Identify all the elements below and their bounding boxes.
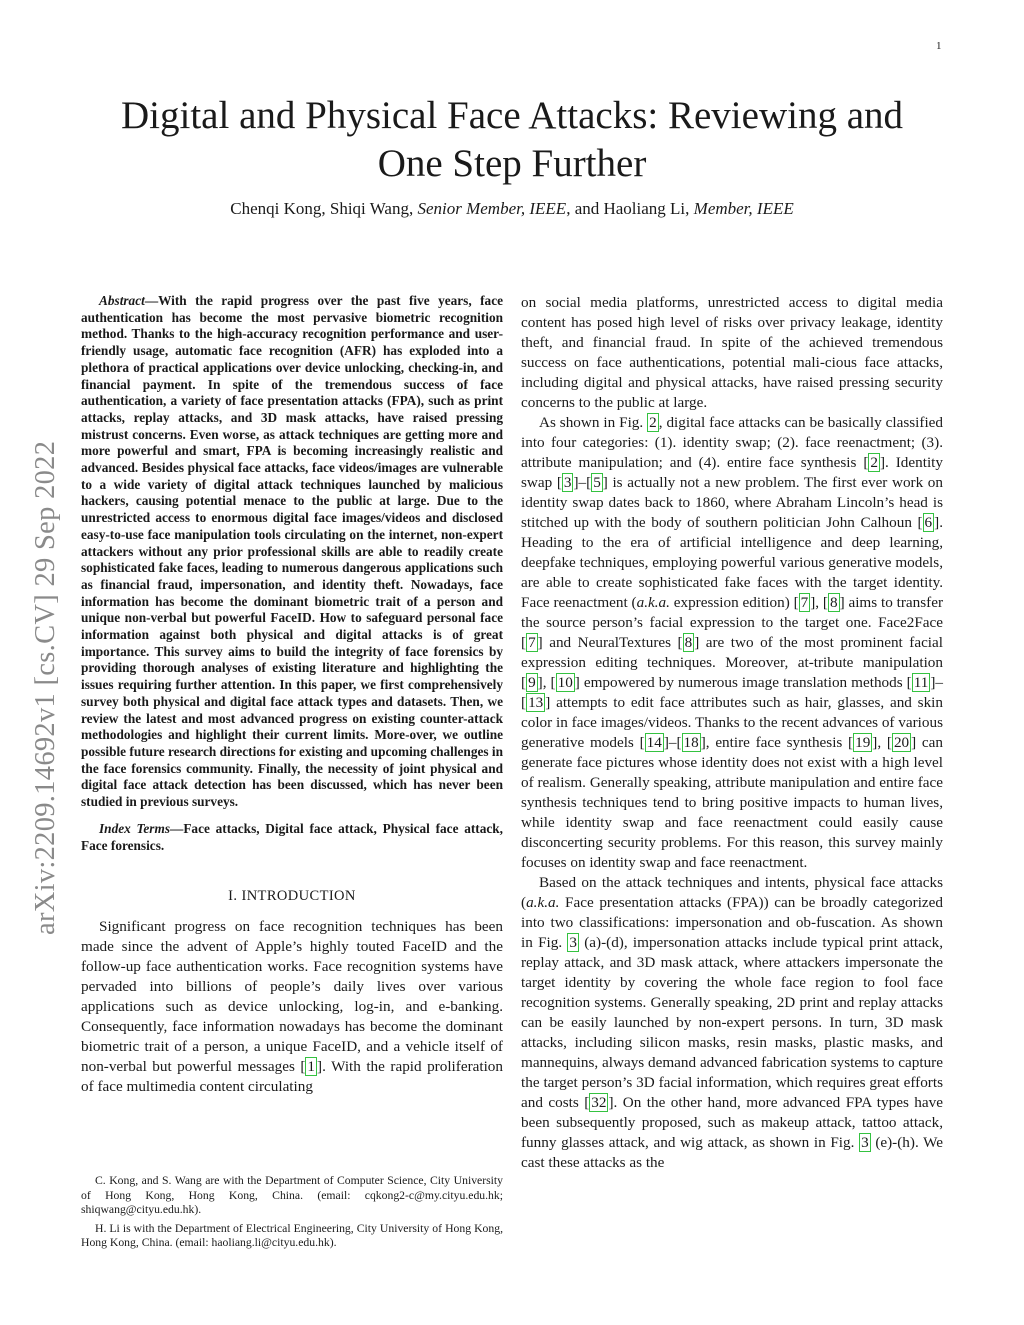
citation-link[interactable]: 32 (591, 1094, 607, 1111)
p3-text: (a)-(d), impersonation attacks include typical print attack, replay attack, and 3D mask attack, where attackers impersonate the target identity by covering the whole face region to fool face recognition systems. Generally speaking, 2D print and replay attacks can be easily launched by non-expert persons. In turn, 3D mask attacks, including silicon masks, resin masks, plastic masks, and mannequins, always demand advanced fabrication systems to capture the target person’s 3D facial information, which requires great efforts and costs [ (521, 934, 944, 1111)
abstract-text: —With the rapid progress over the past five years, face authentication has become the most pervasive biometric recognition method. Thanks to the high-accuracy recognition performance and user-friendly usage, automatic face recognition (AFR) has exploded into a plethora of practical applications over device unlocking, checking-in, and financial payment. In spite of the tremendous success of face authentication, a variety of face presentation attacks (FPA), such as print attacks, replay attacks, and 3D mask attacks, have raised pressing mistrust concerns. Even worse, as attack techniques are getting more and more powerful and smart, FPA is becoming increasingly realistic and advanced. Besides physical face attacks, face videos/images are vulnerable to a wide variety of digital attack techniques launched by malicious hackers, causing potential menace to the public at large. Due to the unrestricted access to enormous digital face images/videos and disclosed easy-to-use face manipulation tools circulating on the internet, non-expert attackers without any prior professional skills are able to readily create sophisticated fake faces, leading to numerous dangerous applications such as financial fraud, impersonation, and identity theft. Nowadays, face information has become the dominant biometric trait of a person and unique non-verbal but powerful FaceID. How to safeguard personal face information against both physical and digital attacks is of great importance. This survey aims to build the integrity of face forensics by providing thorough analyses of existing literature and highlighting the issues requiring further attention. In this paper, we first comprehensively survey both physical and digital face attack types and datasets. Then, we review the latest and most advanced progress on existing counter-attack methodologies and highlight their current limits. More-over, we outline possible future research directions for existing and upcoming challenges in the face forensics community. Finally, the necessity of joint physical and digital face attack detection has been discussed, which has never been studied in previous surveys. (81, 293, 503, 810)
footnote-2: H. Li is with the Department of Electrical Engineering, City University of Hong Kong, Hong Kong, China. (email: haoliang.li@cityu.edu.hk). (81, 1221, 503, 1250)
citation-link[interactable]: 20 (893, 734, 910, 751)
p2-text: ]–[ (663, 734, 682, 751)
citation-link[interactable]: 7 (528, 634, 536, 651)
p2-text: ], [ (810, 594, 828, 611)
aka-abbrev: a.k.a. (636, 594, 670, 611)
section-title-rest: NTRODUCTION (246, 888, 356, 905)
intro-text-2: ]. With the rapid proliferation of face multimedia content circulating (81, 1058, 503, 1096)
citation-link[interactable]: 14 (646, 734, 662, 751)
p2-text: ] and NeuralTextures [ (537, 634, 683, 651)
section-heading-introduction (81, 888, 503, 905)
author-role-2: Member, IEEE (693, 199, 794, 218)
citation-link[interactable]: 8 (830, 594, 838, 611)
citation-link[interactable]: 11 (913, 674, 929, 691)
citation-link[interactable]: 19 (855, 734, 871, 751)
p2-text: ]. Heading to the era of artificial intelligence and deep learning, deepfake techniques, employing powerful various generative models, are able to create sophisticated fake faces with the target identity. Face reenactment ( (521, 514, 943, 611)
aka-abbrev: a.k.a. (526, 894, 560, 911)
citation-link[interactable]: 2 (870, 454, 878, 471)
right-column (521, 293, 943, 1173)
section-first-letter: I (241, 888, 247, 905)
p3-text: ]. On the other hand, more advanced FPA types have been subsequently proposed, such as makeup attack, tattoo attack, funny glasses attack, and wig attack, as shown in Fig. (521, 1094, 943, 1151)
p2-text: ] empowered by numerous image translation methods [ (574, 674, 912, 691)
citation-link[interactable]: 7 (800, 594, 809, 611)
author-role-1: Senior Member, IEEE (417, 199, 567, 218)
citation-link[interactable]: 1 (307, 1058, 316, 1076)
p3-text: Based on the attack techniques and intents, physical face attacks ( (521, 874, 943, 911)
footnotes (81, 1174, 503, 1255)
paper-title (60, 92, 964, 188)
figure-link[interactable]: 3 (569, 934, 577, 951)
citation-link[interactable]: 10 (557, 674, 573, 691)
p2-text: ] are two of the most prominent facial expression editing techniques. Moreover, at-tribute manipulation [ (521, 634, 943, 691)
right-paragraph-3 (521, 873, 943, 1173)
p2-text: ]. Identity swap [ (521, 454, 943, 491)
p3-text: Face presentation attacks (FPA)) can be broadly categorized into two classifications: impersonation and ob-fuscation. As shown in Fig. (521, 894, 943, 951)
citation-link[interactable]: 6 (924, 514, 933, 531)
section-numeral: I. (228, 888, 242, 905)
figure-link[interactable]: 2 (649, 414, 657, 431)
left-column (81, 293, 503, 1097)
author-line (60, 199, 964, 219)
abstract (81, 293, 503, 811)
index-terms-text: —Face attacks, Digital face attack, Physical face attack, Face forensics. (81, 820, 504, 853)
p2-text: ]–[ (521, 674, 943, 711)
authors-part-2: , and Haoliang Li, (566, 199, 694, 218)
p2-text: ], [ (537, 674, 556, 691)
intro-paragraph (81, 917, 503, 1097)
p2-text: ] can generate face pictures whose identity does not exist with a high level of realism. Generally speaking, attribute manipulation and entire face synthesis techniques tend to bring positive impacts to human lives, while identity swap and face reenactment could easily cause disconcerting security problems. For this reason, this survey mainly focuses on identity swap and face reenactment. (521, 734, 943, 871)
right-paragraph-2 (521, 413, 943, 873)
p2-text: ] aims to transfer the source person’s facial expression to the target one. Face2Face [ (521, 594, 944, 651)
citation-link[interactable]: 18 (683, 734, 699, 751)
p2-text: ] is actually not a new problem. The first ever work on identity swap dates back to 1860, where Abraham Lincoln’s head is stitched up with the body of southern politician John Calhoun [ (521, 474, 943, 531)
p2-text: ], [ (872, 734, 892, 751)
citation-link[interactable]: 13 (528, 694, 544, 711)
intro-text-1: Significant progress on face recognition techniques has been made since the advent of Apple’s highly touted FaceID and the follow-up face authentication works. Face recognition systems have pervaded into billions of people’s daily lives over various applications such as device unlocking, log-in, and e-banking. Consequently, face information nowadays has become the dominant biometric trait of a person, a unique FaceID, and a vehicle itself of non-verbal but powerful messages [ (81, 918, 503, 1076)
p3-text: (e)-(h). We cast these attacks as the (521, 1134, 943, 1171)
citation-link[interactable]: 5 (593, 474, 601, 491)
citation-link[interactable]: 9 (528, 674, 536, 691)
title-line-1: Digital and Physical Face Attacks: Reviewing and (121, 94, 903, 137)
title-line-2: One Step Further (377, 142, 647, 185)
p2-text: ] attempts to edit face attributes such as hair, glasses, and skin color in face images/videos. Thanks to the recent advances of various generative models [ (521, 694, 943, 751)
p2-text: , digital face attacks can be basically classified into four categories: (1). identity swap; (2). face reenactment; (3). attribute manipulation; and (4). entire face synthesis [ (521, 414, 943, 471)
index-terms (81, 821, 503, 854)
p2-text: As shown in Fig. (539, 414, 648, 431)
citation-link[interactable]: 8 (684, 634, 693, 651)
figure-link[interactable]: 3 (861, 1134, 869, 1151)
authors-part-1: Chenqi Kong, Shiqi Wang, (230, 199, 418, 218)
citation-link[interactable]: 3 (563, 474, 572, 491)
p2-text: expression edition) [ (669, 594, 799, 611)
page-number: 1 (936, 40, 942, 52)
abstract-label: Abstract (99, 293, 145, 308)
footnote-1: C. Kong, and S. Wang are with the Department of Computer Science, City University of Hong Kong, Hong Kong, China. (email: cqkong2-c@my.cityu.edu.hk; shiqwang@cityu.edu.hk). (81, 1174, 503, 1217)
p2-text: ], entire face synthesis [ (700, 734, 854, 751)
right-paragraph-1: on social media platforms, unrestricted access to digital media content has posed high level of risks over privacy leakage, identity theft, and financial fraud. In spite of the achieved tremendous success on face authentications, potential mali-cious face attacks, including digital and physical attacks, have raised pressing security concerns to the public at large. (521, 294, 943, 411)
index-terms-label: Index Terms (99, 820, 171, 836)
arxiv-stamp: arXiv:2209.14692v1 [cs.CV] 29 Sep 2022 (30, 440, 61, 935)
p2-text: ]–[ (573, 474, 592, 491)
